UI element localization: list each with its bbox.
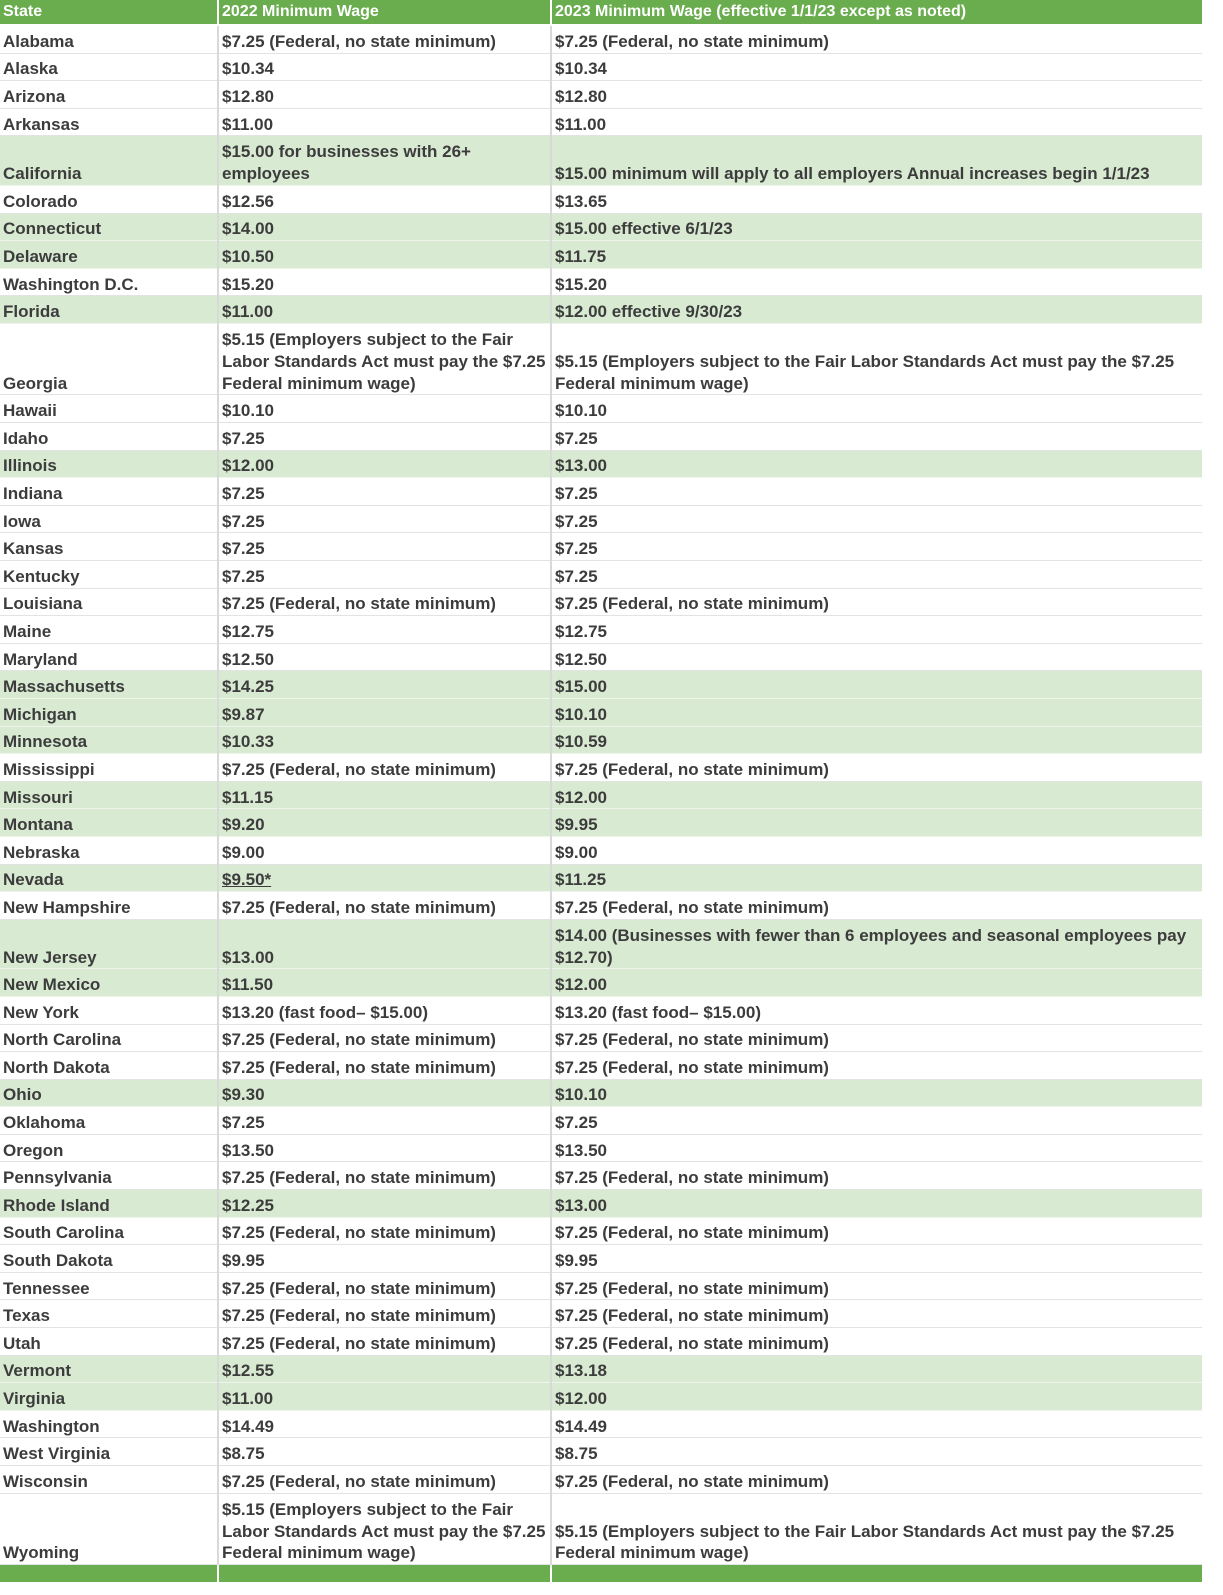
wage-2023-cell: $8.75 xyxy=(551,1438,1202,1466)
state-cell: Montana xyxy=(0,809,218,837)
wage-2023-cell: $9.00 xyxy=(551,836,1202,864)
wage-2023-cell: $7.25 xyxy=(551,561,1202,589)
wage-2023-cell: $13.18 xyxy=(551,1355,1202,1383)
table-row xyxy=(0,754,1202,782)
state-cell: Arkansas xyxy=(0,108,218,136)
wage-2022-cell: $7.25 (Federal, no state minimum) xyxy=(218,25,551,53)
table-row xyxy=(0,1438,1202,1466)
table-row xyxy=(0,213,1202,241)
table-row xyxy=(0,185,1202,213)
wage-2023-cell: $7.25 (Federal, no state minimum) xyxy=(551,1300,1202,1328)
wage-2023-cell: $7.25 (Federal, no state minimum) xyxy=(551,1272,1202,1300)
wage-2023-cell: $7.25 (Federal, no state minimum) xyxy=(551,1466,1202,1494)
table-row xyxy=(0,136,1202,186)
state-cell: Louisiana xyxy=(0,588,218,616)
wage-2022-cell: $9.20 xyxy=(218,809,551,837)
table-row xyxy=(0,892,1202,920)
state-cell: Arizona xyxy=(0,81,218,109)
wage-2022-cell: $7.25 xyxy=(218,505,551,533)
state-cell: Washington D.C. xyxy=(0,268,218,296)
wage-2022-cell: $11.00 xyxy=(218,108,551,136)
state-cell: Hawaii xyxy=(0,395,218,423)
wage-2023-cell: $7.25 xyxy=(551,478,1202,506)
wage-2023-cell: $5.15 (Employers subject to the Fair Labor Standards Act must pay the $7.25 Federal minimum wage) xyxy=(551,323,1202,395)
wage-2023-cell: $7.25 (Federal, no state minimum) xyxy=(551,754,1202,782)
table-row xyxy=(0,1328,1202,1356)
wage-2022-cell: $11.00 xyxy=(218,1383,551,1411)
wage-2023-cell: $7.25 xyxy=(551,533,1202,561)
wage-2022-cell: $7.25 (Federal, no state minimum) xyxy=(218,1162,551,1190)
wage-2022-cell: $11.00 xyxy=(218,296,551,324)
wage-2022-cell: $13.20 (fast food– $15.00) xyxy=(218,996,551,1024)
state-cell: Indiana xyxy=(0,478,218,506)
table-row xyxy=(0,969,1202,997)
wage-2022-cell: $12.50 xyxy=(218,643,551,671)
footer-bar xyxy=(0,1565,1202,1583)
table-row xyxy=(0,1024,1202,1052)
table-row xyxy=(0,1410,1202,1438)
table-row xyxy=(0,81,1202,109)
wage-2023-cell: $7.25 (Federal, no state minimum) xyxy=(551,1024,1202,1052)
footer-cell xyxy=(0,1565,218,1583)
table-row xyxy=(0,809,1202,837)
state-cell: Rhode Island xyxy=(0,1190,218,1218)
wage-2023-cell: $10.59 xyxy=(551,726,1202,754)
state-cell: Wyoming xyxy=(0,1493,218,1565)
wage-2022-cell: $15.20 xyxy=(218,268,551,296)
wage-2023-cell: $9.95 xyxy=(551,809,1202,837)
wage-2023-cell: $10.10 xyxy=(551,1079,1202,1107)
wage-2023-cell: $14.00 (Businesses with fewer than 6 employees and seasonal employees pay $12.70) xyxy=(551,919,1202,969)
table-row xyxy=(0,296,1202,324)
wage-2022-cell: $7.25 (Federal, no state minimum) xyxy=(218,1300,551,1328)
state-cell: Tennessee xyxy=(0,1272,218,1300)
state-cell: North Carolina xyxy=(0,1024,218,1052)
state-cell: Alabama xyxy=(0,25,218,53)
state-cell: South Carolina xyxy=(0,1217,218,1245)
table-row xyxy=(0,588,1202,616)
state-cell: Alaska xyxy=(0,53,218,81)
header-state: State xyxy=(0,0,218,25)
wage-2022-cell: $12.55 xyxy=(218,1355,551,1383)
wage-2022-cell: $14.00 xyxy=(218,213,551,241)
wage-2023-cell: $15.00 xyxy=(551,671,1202,699)
wage-2023-cell: $7.25 (Federal, no state minimum) xyxy=(551,1217,1202,1245)
state-cell: Virginia xyxy=(0,1383,218,1411)
state-cell: Minnesota xyxy=(0,726,218,754)
wage-2022-cell: $7.25 (Federal, no state minimum) xyxy=(218,892,551,920)
state-cell: Maine xyxy=(0,616,218,644)
table-row xyxy=(0,1217,1202,1245)
state-cell: Wisconsin xyxy=(0,1466,218,1494)
state-cell: Missouri xyxy=(0,781,218,809)
wage-2022-cell: $10.50 xyxy=(218,241,551,269)
wage-2022-link[interactable]: $9.50* xyxy=(222,870,272,890)
table-row xyxy=(0,919,1202,969)
state-cell: Vermont xyxy=(0,1355,218,1383)
table-row xyxy=(0,726,1202,754)
table-row xyxy=(0,1245,1202,1273)
wage-2022-cell: $12.00 xyxy=(218,450,551,478)
wage-2023-cell: $7.25 (Federal, no state minimum) xyxy=(551,1162,1202,1190)
table-row xyxy=(0,836,1202,864)
table-row xyxy=(0,561,1202,589)
state-cell: Delaware xyxy=(0,241,218,269)
wage-2022-cell: $7.25 xyxy=(218,1107,551,1135)
state-cell: Iowa xyxy=(0,505,218,533)
table-row xyxy=(0,1134,1202,1162)
state-cell: Kentucky xyxy=(0,561,218,589)
state-cell: Nevada xyxy=(0,864,218,892)
table-row xyxy=(0,53,1202,81)
state-cell: Georgia xyxy=(0,323,218,395)
table-row xyxy=(0,1355,1202,1383)
wage-2023-cell: $7.25 (Federal, no state minimum) xyxy=(551,588,1202,616)
wage-2023-cell: $7.25 xyxy=(551,1107,1202,1135)
table-body xyxy=(0,25,1202,1565)
wage-2023-cell: $11.75 xyxy=(551,241,1202,269)
wage-2022-cell: $13.00 xyxy=(218,919,551,969)
state-cell: Utah xyxy=(0,1328,218,1356)
wage-2022-cell: $5.15 (Employers subject to the Fair Labor Standards Act must pay the $7.25 Federal minimum wage) xyxy=(218,1493,551,1565)
table-row xyxy=(0,1493,1202,1565)
state-cell: Oregon xyxy=(0,1134,218,1162)
wage-2023-cell: $7.25 (Federal, no state minimum) xyxy=(551,25,1202,53)
table-row xyxy=(0,616,1202,644)
table-row xyxy=(0,1466,1202,1494)
wage-2023-cell: $13.50 xyxy=(551,1134,1202,1162)
state-cell: Nebraska xyxy=(0,836,218,864)
state-cell: Colorado xyxy=(0,185,218,213)
table-row xyxy=(0,25,1202,53)
wage-2022-cell: $8.75 xyxy=(218,1438,551,1466)
table-row xyxy=(0,533,1202,561)
table-row xyxy=(0,323,1202,395)
table-row xyxy=(0,1079,1202,1107)
table-row xyxy=(0,781,1202,809)
wage-2023-cell: $12.75 xyxy=(551,616,1202,644)
wage-2022-cell: $7.25 xyxy=(218,533,551,561)
state-cell: Maryland xyxy=(0,643,218,671)
table-row xyxy=(0,698,1202,726)
wage-2023-cell: $15.00 effective 6/1/23 xyxy=(551,213,1202,241)
wage-2022-cell: $10.34 xyxy=(218,53,551,81)
wage-2023-cell: $12.00 xyxy=(551,1383,1202,1411)
wage-2023-cell: $13.00 xyxy=(551,450,1202,478)
state-cell: Texas xyxy=(0,1300,218,1328)
wage-2022-cell: $7.25 (Federal, no state minimum) xyxy=(218,1328,551,1356)
table-row xyxy=(0,450,1202,478)
state-cell: Mississippi xyxy=(0,754,218,782)
state-cell: Washington xyxy=(0,1410,218,1438)
wage-2022-cell: $7.25 (Federal, no state minimum) xyxy=(218,1024,551,1052)
wage-2022-cell: $12.56 xyxy=(218,185,551,213)
state-cell: Illinois xyxy=(0,450,218,478)
wage-2022-cell: $7.25 (Federal, no state minimum) xyxy=(218,1466,551,1494)
wage-2023-cell: $11.00 xyxy=(551,108,1202,136)
table-row xyxy=(0,1052,1202,1080)
wage-2022-cell: $7.25 (Federal, no state minimum) xyxy=(218,1052,551,1080)
header-2022-wage: 2022 Minimum Wage xyxy=(218,0,551,25)
table-row xyxy=(0,1162,1202,1190)
state-cell: New Jersey xyxy=(0,919,218,969)
wage-2022-cell: $9.95 xyxy=(218,1245,551,1273)
wage-2022-cell: $12.25 xyxy=(218,1190,551,1218)
wage-2022-cell: $9.00 xyxy=(218,836,551,864)
wage-2022-cell: $14.49 xyxy=(218,1410,551,1438)
wage-2023-cell: $7.25 xyxy=(551,505,1202,533)
table-row xyxy=(0,1107,1202,1135)
table-row xyxy=(0,1300,1202,1328)
wage-2023-cell: $10.10 xyxy=(551,395,1202,423)
wage-2023-cell: $7.25 (Federal, no state minimum) xyxy=(551,1052,1202,1080)
state-cell: Massachusetts xyxy=(0,671,218,699)
wage-2023-cell: $10.34 xyxy=(551,53,1202,81)
wage-2023-cell: $12.00 effective 9/30/23 xyxy=(551,296,1202,324)
footer-cell xyxy=(551,1565,1202,1583)
wage-2022-cell: $7.25 xyxy=(218,561,551,589)
wage-2023-cell: $12.80 xyxy=(551,81,1202,109)
wage-2023-cell: $13.65 xyxy=(551,185,1202,213)
wage-2023-cell: $12.00 xyxy=(551,969,1202,997)
wage-2023-cell: $13.20 (fast food– $15.00) xyxy=(551,996,1202,1024)
state-cell: Ohio xyxy=(0,1079,218,1107)
wage-2022-cell: $7.25 (Federal, no state minimum) xyxy=(218,1217,551,1245)
state-cell: New Hampshire xyxy=(0,892,218,920)
state-cell: Michigan xyxy=(0,698,218,726)
state-cell: Kansas xyxy=(0,533,218,561)
header-2023-wage: 2023 Minimum Wage (effective 1/1/23 except as noted) xyxy=(551,0,1202,25)
state-cell: New Mexico xyxy=(0,969,218,997)
wage-2023-cell: $7.25 (Federal, no state minimum) xyxy=(551,1328,1202,1356)
wage-2023-cell: $14.49 xyxy=(551,1410,1202,1438)
wage-2022-cell: $7.25 xyxy=(218,478,551,506)
state-cell: West Virginia xyxy=(0,1438,218,1466)
wage-2022-cell: $12.80 xyxy=(218,81,551,109)
header-row xyxy=(0,0,1202,25)
wage-2022-cell xyxy=(218,864,551,892)
wage-2022-cell: $14.25 xyxy=(218,671,551,699)
table-row xyxy=(0,395,1202,423)
wage-2023-cell: $15.00 minimum will apply to all employers Annual increases begin 1/1/23 xyxy=(551,136,1202,186)
state-cell: New York xyxy=(0,996,218,1024)
wage-2023-cell: $12.50 xyxy=(551,643,1202,671)
wage-2022-cell: $9.87 xyxy=(218,698,551,726)
wage-2022-cell: $15.00 for businesses with 26+ employees xyxy=(218,136,551,186)
wage-2022-cell: $13.50 xyxy=(218,1134,551,1162)
wage-2022-cell: $10.33 xyxy=(218,726,551,754)
state-cell: Oklahoma xyxy=(0,1107,218,1135)
state-cell: Idaho xyxy=(0,423,218,451)
table-row xyxy=(0,1272,1202,1300)
wage-2023-cell: $7.25 xyxy=(551,423,1202,451)
wage-2023-cell: $15.20 xyxy=(551,268,1202,296)
wage-2023-cell: $9.95 xyxy=(551,1245,1202,1273)
table-row xyxy=(0,478,1202,506)
table-row xyxy=(0,671,1202,699)
wage-2022-cell: $7.25 (Federal, no state minimum) xyxy=(218,588,551,616)
table-row xyxy=(0,505,1202,533)
state-cell: Florida xyxy=(0,296,218,324)
table-row xyxy=(0,241,1202,269)
state-cell: California xyxy=(0,136,218,186)
wage-2022-cell: $9.30 xyxy=(218,1079,551,1107)
footer-cell xyxy=(218,1565,551,1583)
wage-2022-cell: $10.10 xyxy=(218,395,551,423)
wage-2022-cell: $11.15 xyxy=(218,781,551,809)
wage-2023-cell: $7.25 (Federal, no state minimum) xyxy=(551,892,1202,920)
wage-2023-cell: $5.15 (Employers subject to the Fair Labor Standards Act must pay the $7.25 Federal minimum wage) xyxy=(551,1493,1202,1565)
wage-2022-cell: $7.25 (Federal, no state minimum) xyxy=(218,1272,551,1300)
wage-2022-cell: $5.15 (Employers subject to the Fair Labor Standards Act must pay the $7.25 Federal minimum wage) xyxy=(218,323,551,395)
state-cell: North Dakota xyxy=(0,1052,218,1080)
table-row xyxy=(0,423,1202,451)
wage-2023-cell: $13.00 xyxy=(551,1190,1202,1218)
wage-2022-cell: $7.25 xyxy=(218,423,551,451)
wage-2023-cell: $11.25 xyxy=(551,864,1202,892)
state-cell: Pennsylvania xyxy=(0,1162,218,1190)
table-row xyxy=(0,108,1202,136)
wage-2023-cell: $12.00 xyxy=(551,781,1202,809)
wage-2022-cell: $11.50 xyxy=(218,969,551,997)
table-row xyxy=(0,1383,1202,1411)
wage-2022-cell: $12.75 xyxy=(218,616,551,644)
table-row xyxy=(0,643,1202,671)
table-row xyxy=(0,996,1202,1024)
state-cell: Connecticut xyxy=(0,213,218,241)
wage-2023-cell: $10.10 xyxy=(551,698,1202,726)
table-row xyxy=(0,864,1202,892)
table-row xyxy=(0,268,1202,296)
wage-2022-cell: $7.25 (Federal, no state minimum) xyxy=(218,754,551,782)
state-cell: South Dakota xyxy=(0,1245,218,1273)
table-row xyxy=(0,1190,1202,1218)
